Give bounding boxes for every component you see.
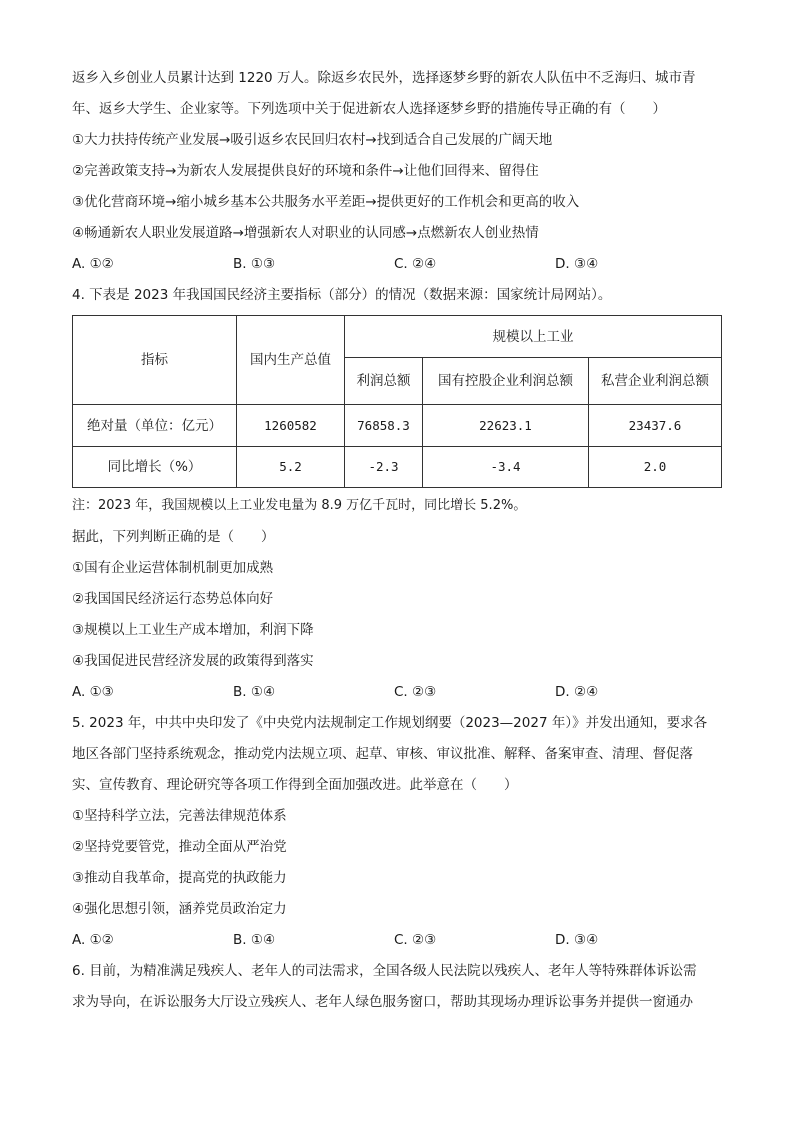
q3-text-line-1: 返乡入乡创业人员累计达到 1220 万人。除返乡农民外，选择逐梦乡野的新农人队伍中不乏海归、城市青 bbox=[72, 69, 696, 86]
table-header-industry: 规模以上工业 bbox=[345, 316, 722, 358]
table-header-indicator: 指标 bbox=[73, 316, 237, 405]
table-cell: 22623.1 bbox=[423, 405, 589, 447]
q4-table-note: 注：2023 年，我国规模以上工业发电量为 8.9 万亿千瓦时，同比增长 5.2%。 bbox=[72, 497, 527, 513]
q5-item-2: ②坚持党要管党，推动全面从严治党 bbox=[72, 838, 287, 855]
q4-option-d[interactable]: D. ②④ bbox=[555, 683, 599, 700]
q5-option-a[interactable]: A. ①② bbox=[72, 931, 114, 948]
q3-text-line-2: 年、返乡大学生、企业家等。下列选项中关于促进新农人选择逐梦乡野的措施传导正确的有（ ） bbox=[72, 100, 666, 117]
q3-item-1: ①大力扶持传统产业发展→吸引返乡农民回归农村→找到适合自己发展的广阔天地 bbox=[72, 131, 553, 148]
q3-option-d[interactable]: D. ③④ bbox=[555, 255, 599, 272]
table-cell: 76858.3 bbox=[345, 405, 423, 447]
table-row bbox=[73, 447, 722, 488]
q4-option-c[interactable]: C. ②③ bbox=[394, 683, 437, 700]
q6-text-line-1: 6. 目前，为精准满足残疾人、老年人的司法需求，全国各级人民法院以残疾人、老年人等特殊群体诉讼需 bbox=[72, 962, 697, 979]
q4-item-4: ④我国促进民营经济发展的政策得到落实 bbox=[72, 652, 314, 669]
q5-text-line-1: 5. 2023 年，中共中央印发了《中央党内法规制定工作规划纲要（2023—2027 年）》并发出通知，要求各 bbox=[72, 714, 708, 731]
q4-question: 据此，下列判断正确的是（ ） bbox=[72, 528, 275, 545]
q3-option-b[interactable]: B. ①③ bbox=[233, 255, 276, 272]
q3-item-2: ②完善政策支持→为新农人发展提供良好的环境和条件→让他们回得来、留得住 bbox=[72, 162, 539, 179]
q4-option-a[interactable]: A. ①③ bbox=[72, 683, 114, 700]
table-row-label-growth: 同比增长（%） bbox=[73, 447, 237, 488]
q3-item-3: ③优化营商环境→缩小城乡基本公共服务水平差距→提供更好的工作机会和更高的收入 bbox=[72, 193, 580, 210]
q5-option-d[interactable]: D. ③④ bbox=[555, 931, 599, 948]
q5-item-3: ③推动自我革命，提高党的执政能力 bbox=[72, 869, 287, 886]
q4-item-1: ①国有企业运营体制机制更加成熟 bbox=[72, 559, 274, 576]
q3-option-a[interactable]: A. ①② bbox=[72, 255, 114, 272]
q5-options bbox=[72, 924, 722, 955]
exam-page bbox=[72, 62, 722, 1017]
q4-option-b[interactable]: B. ①④ bbox=[233, 683, 276, 700]
table-subheader-soe-profit: 国有控股企业利润总额 bbox=[423, 358, 589, 405]
table-cell: 23437.6 bbox=[589, 405, 722, 447]
q4-stem: 4. 下表是 2023 年我国国民经济主要指标（部分）的情况（数据来源：国家统计局网站）。 bbox=[72, 286, 612, 303]
table-cell: 2.0 bbox=[589, 447, 722, 488]
table-row bbox=[73, 405, 722, 447]
table-cell: -2.3 bbox=[345, 447, 423, 488]
table-cell: -3.4 bbox=[423, 447, 589, 488]
table-header-gdp: 国内生产总值 bbox=[237, 316, 345, 405]
table-cell: 1260582 bbox=[237, 405, 345, 447]
q3-options bbox=[72, 248, 722, 279]
table-cell: 5.2 bbox=[237, 447, 345, 488]
table-row-label-absolute: 绝对量（单位：亿元） bbox=[73, 405, 237, 447]
q5-option-c[interactable]: C. ②③ bbox=[394, 931, 437, 948]
q3-option-c[interactable]: C. ②④ bbox=[394, 255, 437, 272]
table-subheader-private-profit: 私营企业利润总额 bbox=[589, 358, 722, 405]
q3-item-4: ④畅通新农人职业发展道路→增强新农人对职业的认同感→点燃新农人创业热情 bbox=[72, 224, 539, 241]
q6-text-line-2: 求为导向，在诉讼服务大厅设立残疾人、老年人绿色服务窗口，帮助其现场办理诉讼事务并提供一窗通办 bbox=[72, 993, 693, 1010]
economy-indicator-table bbox=[72, 315, 722, 488]
q5-item-4: ④强化思想引领，涵养党员政治定力 bbox=[72, 900, 287, 917]
q4-options bbox=[72, 676, 722, 707]
q5-item-1: ①坚持科学立法，完善法律规范体系 bbox=[72, 807, 287, 824]
q5-text-line-3: 实、宣传教育、理论研究等各项工作得到全面加强改进。此举意在（ ） bbox=[72, 776, 518, 793]
table-subheader-profit: 利润总额 bbox=[345, 358, 423, 405]
q5-option-b[interactable]: B. ①④ bbox=[233, 931, 276, 948]
q5-text-line-2: 地区各部门坚持系统观念，推动党内法规立项、起草、审核、审议批准、解释、备案审查、清理、督促落 bbox=[72, 745, 693, 762]
q4-item-3: ③规模以上工业生产成本增加，利润下降 bbox=[72, 621, 314, 638]
q4-item-2: ②我国国民经济运行态势总体向好 bbox=[72, 590, 274, 607]
